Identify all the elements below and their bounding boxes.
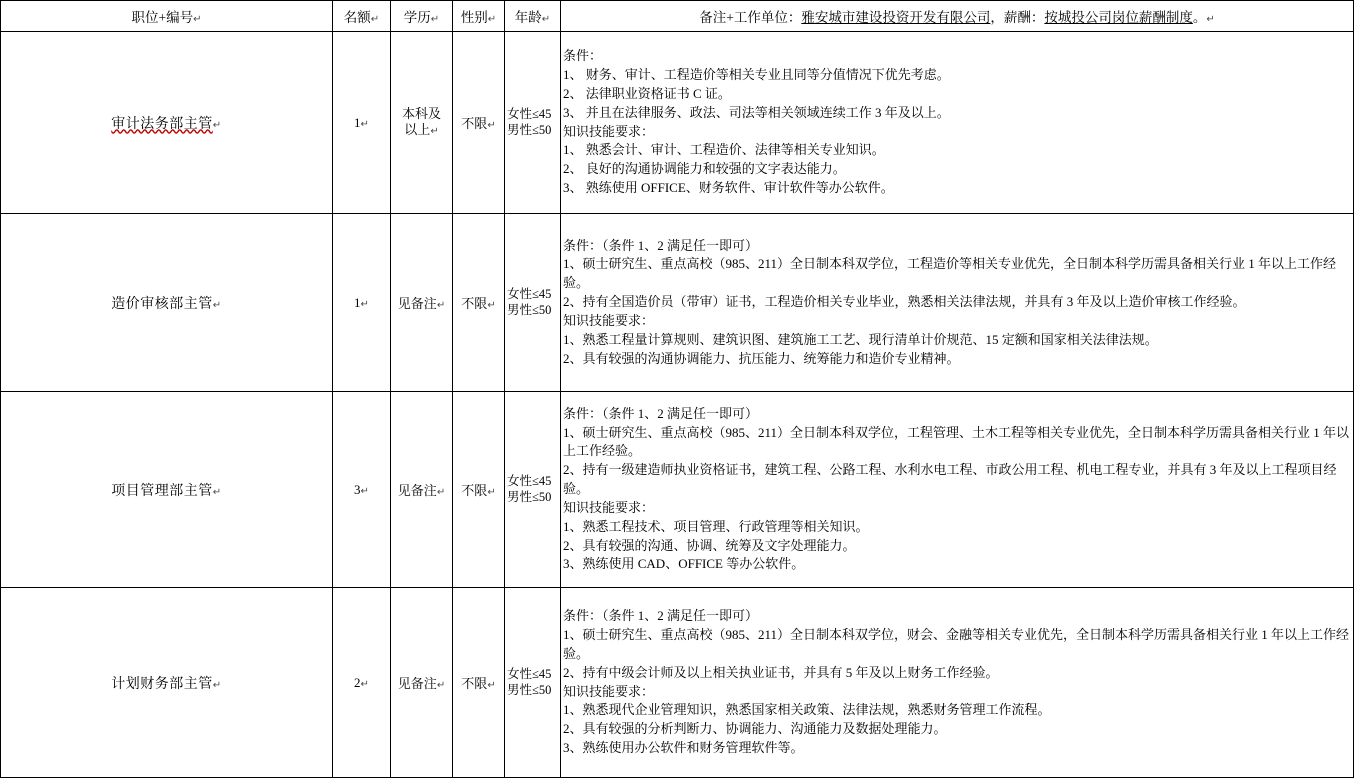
- cell-note: [561, 214, 1354, 392]
- note-line: 2、具有较强的沟通协调能力、抗压能力、统筹能力和造价专业精神。: [563, 350, 960, 366]
- note-line: 1、 熟悉会计、审计、工程造价、法律等相关专业知识。: [563, 142, 885, 158]
- table-body: [1, 32, 1354, 778]
- cell-age: 女性≤45 男性≤50: [505, 214, 561, 392]
- column-header-age: 年龄↵: [505, 1, 561, 32]
- note-line: 知识技能要求：: [563, 683, 655, 699]
- paragraph-mark: ↵: [1206, 14, 1215, 25]
- cell-quota: 1↵: [333, 214, 391, 392]
- salary-policy: 按城投公司岗位薪酬制度: [1044, 10, 1193, 25]
- note-line: 3、熟练使用办公软件和财务管理软件等。: [563, 740, 804, 756]
- cell-gender: 不限↵: [453, 392, 505, 588]
- cell-position: 计划财务部主管↵: [1, 588, 333, 778]
- table-row: [1, 392, 1354, 588]
- note-line: 3、 熟练使用 OFFICE、财务软件、审计软件等办公软件。: [563, 180, 894, 196]
- paragraph-mark: ↵: [436, 680, 446, 691]
- note-line: 知识技能要求：: [563, 123, 655, 139]
- column-header-gender: 性别↵: [453, 1, 505, 32]
- cell-gender: 不限↵: [453, 588, 505, 778]
- paragraph-mark: ↵: [430, 126, 439, 138]
- note-line: 2、持有全国造价员（带审）证书，工程造价相关专业毕业，熟悉相关法律法规，并具有 3 年及以上造价审核工作经验。: [563, 294, 1246, 310]
- column-header-quota: 名额↵: [333, 1, 391, 32]
- paragraph-mark: ↵: [487, 680, 496, 691]
- paragraph-mark: ↵: [212, 486, 222, 498]
- paragraph-mark: ↵: [360, 298, 369, 310]
- note-line: 条件：（条件 1、2 满足任一即可）: [563, 608, 759, 624]
- cell-position: 审计法务部主管↵: [1, 32, 333, 214]
- note-line: 2、具有较强的沟通、协调、统筹及文字处理能力。: [563, 537, 856, 553]
- paragraph-mark: ↵: [436, 487, 446, 498]
- paragraph-mark: ↵: [430, 14, 440, 25]
- paragraph-mark: ↵: [212, 679, 222, 691]
- cell-quota: 1↵: [333, 32, 391, 214]
- note-line: 条件：: [563, 48, 603, 64]
- employer-name: 雅安城市建设投资开发有限公司: [801, 10, 991, 25]
- paragraph-mark: ↵: [360, 678, 369, 690]
- paragraph-mark: ↵: [487, 14, 497, 25]
- cell-note: [561, 392, 1354, 588]
- cell-gender: 不限↵: [453, 214, 505, 392]
- note-line: 2、持有一级建造师执业资格证书，建筑工程、公路工程、水利水电工程、市政公用工程、机电工程专业，并具有 3 年及以上工程项目经验。: [563, 462, 1337, 497]
- paragraph-mark: ↵: [212, 119, 222, 131]
- note-line: 1、 财务、审计、工程造价等相关专业且同等分值情况下优先考虑。: [563, 66, 950, 82]
- cell-education: 本科及 以上↵: [391, 32, 453, 214]
- paragraph-mark: ↵: [370, 14, 380, 25]
- note-line: 2、 法律职业资格证书 C 证。: [563, 85, 731, 101]
- note-line: 1、熟悉工程量计算规则、建筑识图、建筑施工工艺、现行清单计价规范、15 定额和国家相关法律法规。: [563, 331, 1158, 347]
- cell-quota: 3↵: [333, 392, 391, 588]
- column-header-note: 备注+工作单位：雅安城市建设投资开发有限公司，薪酬：按城投公司岗位薪酬制度。↵: [561, 1, 1354, 32]
- column-header-education: 学历↵: [391, 1, 453, 32]
- paragraph-mark: ↵: [212, 299, 222, 311]
- table-row: [1, 32, 1354, 214]
- paragraph-mark: ↵: [487, 120, 496, 131]
- paragraph-mark: ↵: [541, 14, 551, 25]
- table-row: [1, 214, 1354, 392]
- note-line: 2、具有较强的分析判断力、协调能力、沟通能力及数据处理能力。: [563, 721, 947, 737]
- note-line: 2、 良好的沟通协调能力和较强的文字表达能力。: [563, 161, 846, 177]
- paragraph-mark: ↵: [436, 300, 446, 311]
- cell-position: 造价审核部主管↵: [1, 214, 333, 392]
- cell-note: [561, 588, 1354, 778]
- column-header-position: 职位+编号↵: [1, 1, 333, 32]
- note-line: 知识技能要求：: [563, 499, 655, 515]
- cell-age: 女性≤45 男性≤50: [505, 32, 561, 214]
- note-line: 1、硕士研究生、重点高校（985、211）全日制本科双学位，财会、金融等相关专业优先，全日制本科学历需具备相关行业 1 年以上工作经验。: [563, 626, 1350, 661]
- note-line: 2、持有中级会计师及以上相关执业证书，并具有 5 年及以上财务工作经验。: [563, 664, 999, 680]
- cell-education: 见备注↵: [391, 588, 453, 778]
- note-line: 1、熟悉现代企业管理知识，熟悉国家相关政策、法律法规，熟悉财务管理工作流程。: [563, 702, 1051, 718]
- cell-education: 见备注↵: [391, 214, 453, 392]
- note-line: 1、熟悉工程技术、项目管理、行政管理等相关知识。: [563, 518, 869, 534]
- header-row: [1, 1, 1354, 32]
- paragraph-mark: ↵: [193, 14, 202, 25]
- cell-age: 女性≤45 男性≤50: [505, 588, 561, 778]
- cell-position: 项目管理部主管↵: [1, 392, 333, 588]
- paragraph-mark: ↵: [360, 485, 369, 497]
- paragraph-mark: ↵: [487, 487, 496, 498]
- note-line: 知识技能要求：: [563, 312, 655, 328]
- cell-quota: 2↵: [333, 588, 391, 778]
- note-line: 条件：（条件 1、2 满足任一即可）: [563, 237, 759, 253]
- cell-age: 女性≤45 男性≤50: [505, 392, 561, 588]
- cell-note: [561, 32, 1354, 214]
- paragraph-mark: ↵: [360, 118, 369, 130]
- note-line: 条件：（条件 1、2 满足任一即可）: [563, 405, 759, 421]
- note-line: 1、硕士研究生、重点高校（985、211）全日制本科双学位，工程造价等相关专业优先，全日制本科学历需具备相关行业 1 年以上工作经验。: [563, 256, 1337, 291]
- paragraph-mark: ↵: [487, 300, 496, 311]
- table-header: [1, 1, 1354, 32]
- table-row: [1, 588, 1354, 778]
- cell-gender: 不限↵: [453, 32, 505, 214]
- note-line: 3、 并且在法律服务、政法、司法等相关领域连续工作 3 年及以上。: [563, 104, 950, 120]
- cell-education: 见备注↵: [391, 392, 453, 588]
- note-line: 1、硕士研究生、重点高校（985、211）全日制本科双学位，工程管理、土木工程等相关专业优先，全日制本科学历需具备相关行业 1 年以上工作经验。: [563, 424, 1350, 459]
- note-line: 3、熟练使用 CAD、OFFICE 等办公软件。: [563, 556, 805, 572]
